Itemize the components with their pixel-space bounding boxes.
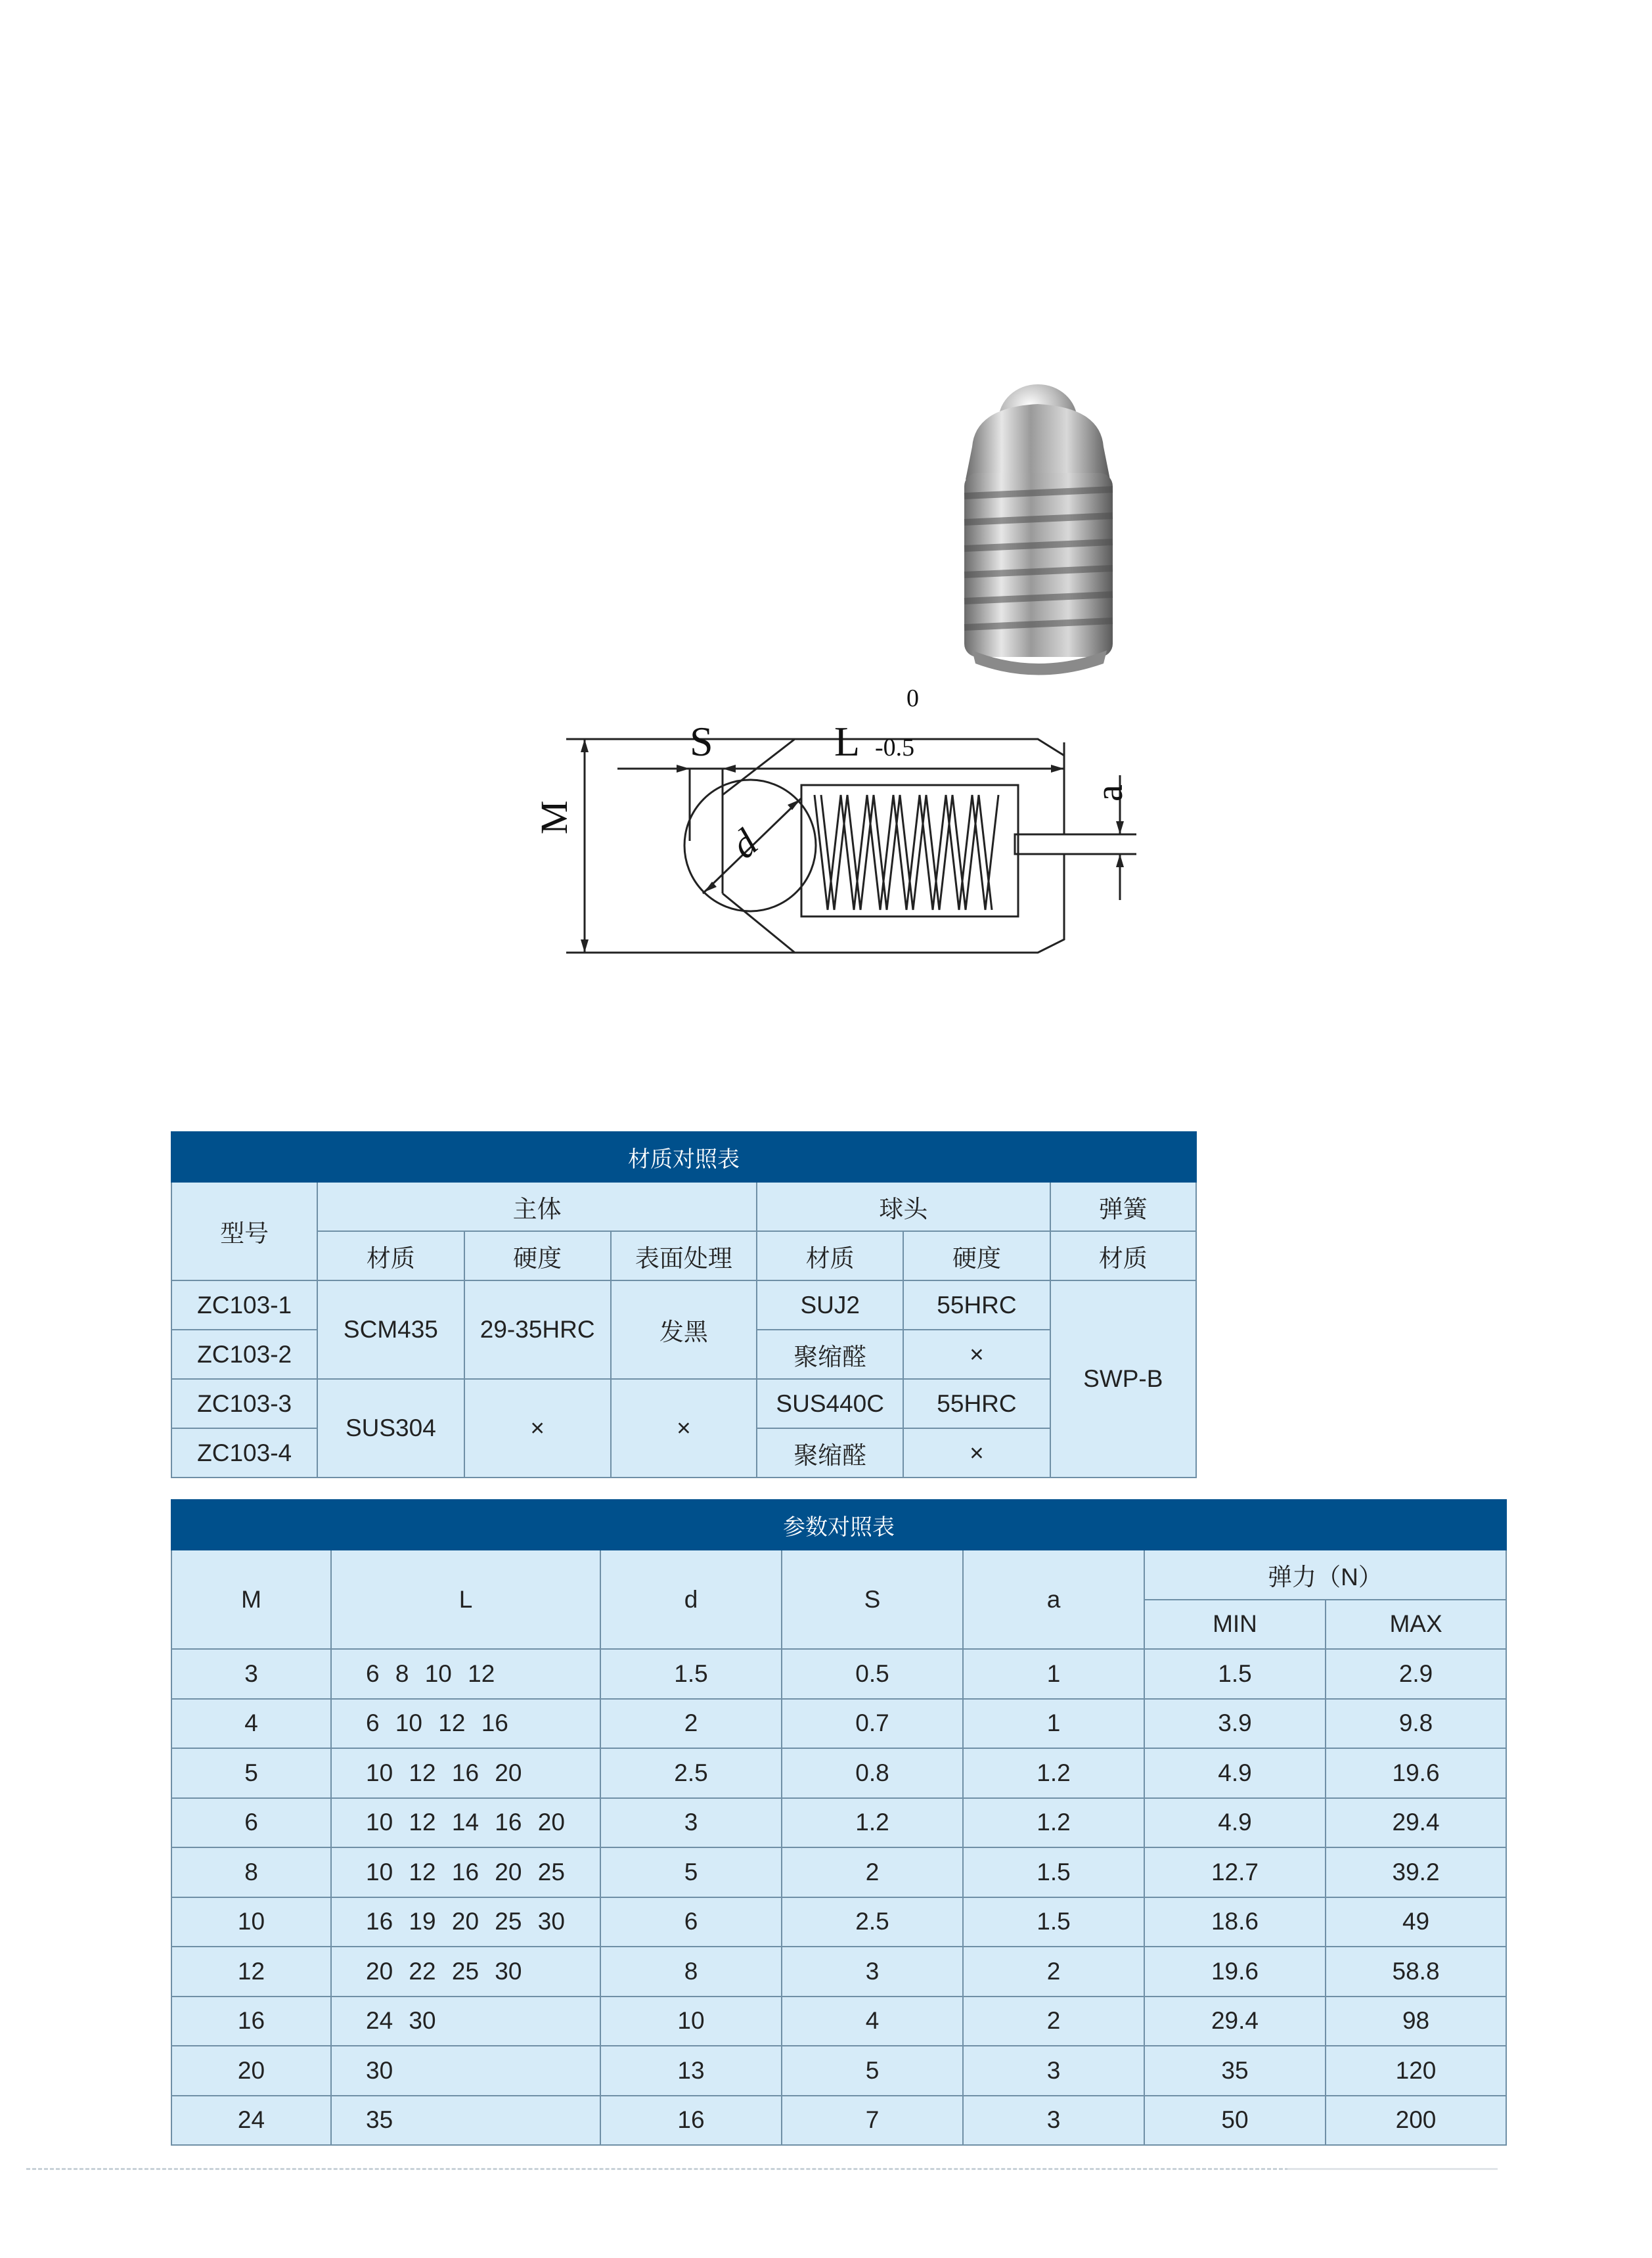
param-m-cell: 10 <box>171 1897 331 1947</box>
param-max-cell: 58.8 <box>1326 1947 1506 1997</box>
param-m-cell: 5 <box>171 1748 331 1798</box>
header-body: 主体 <box>317 1182 757 1231</box>
param-s-cell: 0.8 <box>782 1748 963 1798</box>
header-a: a <box>963 1550 1144 1649</box>
header-ball: 球头 <box>757 1182 1050 1231</box>
param-l-cell: 30 <box>331 2046 600 2096</box>
param-s-cell: 0.7 <box>782 1699 963 1749</box>
param-min-cell: 4.9 <box>1144 1798 1326 1848</box>
ball-hardness-cell: 55HRC <box>903 1379 1050 1428</box>
header-body-surface: 表面处理 <box>611 1231 757 1280</box>
param-m-cell: 16 <box>171 1997 331 2046</box>
dim-label-S: S <box>690 718 713 765</box>
param-max-cell: 200 <box>1326 2096 1506 2146</box>
table-row <box>171 1947 1506 1997</box>
dim-label-a: a <box>1088 784 1130 802</box>
dim-label-M: M <box>533 800 575 834</box>
param-max-cell: 49 <box>1326 1897 1506 1947</box>
param-d-cell: 16 <box>600 2096 782 2146</box>
table-row <box>171 1798 1506 1848</box>
param-min-cell: 50 <box>1144 2096 1326 2146</box>
param-l-cell: 20 22 25 30 <box>331 1947 600 1997</box>
param-m-cell: 12 <box>171 1947 331 1997</box>
param-max-cell: 2.9 <box>1326 1649 1506 1699</box>
param-max-cell: 120 <box>1326 2046 1506 2096</box>
param-s-cell: 4 <box>782 1997 963 2046</box>
param-min-cell: 1.5 <box>1144 1649 1326 1699</box>
param-max-cell: 19.6 <box>1326 1748 1506 1798</box>
param-min-cell: 29.4 <box>1144 1997 1326 2046</box>
model-cell: ZC103-4 <box>171 1428 317 1478</box>
param-d-cell: 8 <box>600 1947 782 1997</box>
tolerance-upper: 0 <box>906 685 919 712</box>
table-row <box>171 1649 1506 1699</box>
table-row <box>171 1379 1196 1428</box>
param-a-cell: 3 <box>963 2096 1144 2146</box>
dim-label-d: d <box>723 821 766 867</box>
param-a-cell: 1 <box>963 1649 1144 1699</box>
body-hardness-cell: × <box>464 1379 611 1478</box>
header-S: S <box>782 1550 963 1649</box>
param-max-cell: 98 <box>1326 1997 1506 2046</box>
model-cell: ZC103-2 <box>171 1330 317 1379</box>
param-a-cell: 1.2 <box>963 1748 1144 1798</box>
param-s-cell: 2 <box>782 1847 963 1897</box>
tolerance-lower: -0.5 <box>875 734 915 761</box>
table-row <box>171 1997 1506 2046</box>
param-l-cell: 10 12 14 16 20 <box>331 1798 600 1848</box>
param-s-cell: 5 <box>782 2046 963 2096</box>
param-l-cell: 10 12 16 20 <box>331 1748 600 1798</box>
header-max: MAX <box>1326 1600 1506 1650</box>
table-row <box>171 2096 1506 2146</box>
param-d-cell: 5 <box>600 1847 782 1897</box>
param-max-cell: 39.2 <box>1326 1847 1506 1897</box>
material-table-title: 材质对照表 <box>171 1132 1196 1182</box>
param-l-cell: 10 12 16 20 25 <box>331 1847 600 1897</box>
table-row <box>171 1847 1506 1897</box>
body-surface-cell: × <box>611 1379 757 1478</box>
param-a-cell: 1.5 <box>963 1847 1144 1897</box>
param-d-cell: 13 <box>600 2046 782 2096</box>
ball-hardness-cell: × <box>903 1428 1050 1478</box>
header-d: d <box>600 1550 782 1649</box>
param-a-cell: 1.2 <box>963 1798 1144 1848</box>
body-hardness-cell: 29-35HRC <box>464 1280 611 1379</box>
param-a-cell: 1.5 <box>963 1897 1144 1947</box>
param-s-cell: 0.5 <box>782 1649 963 1699</box>
param-d-cell: 3 <box>600 1798 782 1848</box>
footer-divider-end <box>1287 2168 1498 2170</box>
header-spring-material: 材质 <box>1050 1231 1196 1280</box>
param-l-cell: 6 8 10 12 <box>331 1649 600 1699</box>
dim-label-L: L <box>834 718 860 765</box>
param-d-cell: 1.5 <box>600 1649 782 1699</box>
header-model: 型号 <box>171 1182 317 1280</box>
param-m-cell: 3 <box>171 1649 331 1699</box>
param-max-cell: 9.8 <box>1326 1699 1506 1749</box>
ball-material-cell: SUS440C <box>757 1379 903 1428</box>
ball-material-cell: SUJ2 <box>757 1280 903 1330</box>
param-a-cell: 1 <box>963 1699 1144 1749</box>
param-l-cell: 6 10 12 16 <box>331 1699 600 1749</box>
param-min-cell: 12.7 <box>1144 1847 1326 1897</box>
param-m-cell: 20 <box>171 2046 331 2096</box>
param-max-cell: 29.4 <box>1326 1798 1506 1848</box>
param-min-cell: 18.6 <box>1144 1897 1326 1947</box>
table-row <box>171 1748 1506 1798</box>
header-body-hardness: 硬度 <box>464 1231 611 1280</box>
table-row <box>171 1897 1506 1947</box>
parameter-table <box>171 1499 1507 2146</box>
model-cell: ZC103-1 <box>171 1280 317 1330</box>
param-m-cell: 24 <box>171 2096 331 2146</box>
spring-material-cell: SWP-B <box>1050 1280 1196 1478</box>
header-force: 弹力（N） <box>1144 1550 1506 1600</box>
parameter-table-title: 参数对照表 <box>171 1500 1506 1550</box>
param-d-cell: 2 <box>600 1699 782 1749</box>
header-ball-hardness: 硬度 <box>903 1231 1050 1280</box>
param-min-cell: 3.9 <box>1144 1699 1326 1749</box>
param-l-cell: 24 30 <box>331 1997 600 2046</box>
param-s-cell: 3 <box>782 1947 963 1997</box>
header-spring: 弹簧 <box>1050 1182 1196 1231</box>
material-table <box>171 1131 1197 1478</box>
ball-plunger-photo <box>946 374 1136 683</box>
body-material-cell: SCM435 <box>317 1280 464 1379</box>
param-m-cell: 4 <box>171 1699 331 1749</box>
param-s-cell: 1.2 <box>782 1798 963 1848</box>
param-d-cell: 6 <box>600 1897 782 1947</box>
ball-material-cell: 聚缩醛 <box>757 1428 903 1478</box>
header-ball-material: 材质 <box>757 1231 903 1280</box>
table-row <box>171 1280 1196 1330</box>
param-s-cell: 2.5 <box>782 1897 963 1947</box>
header-L: L <box>331 1550 600 1649</box>
param-d-cell: 10 <box>600 1997 782 2046</box>
param-a-cell: 2 <box>963 1997 1144 2046</box>
param-s-cell: 7 <box>782 2096 963 2146</box>
header-M: M <box>171 1550 331 1649</box>
ball-hardness-cell: 55HRC <box>903 1280 1050 1330</box>
param-m-cell: 6 <box>171 1798 331 1848</box>
param-min-cell: 35 <box>1144 2046 1326 2096</box>
technical-drawing <box>525 677 1156 1084</box>
param-a-cell: 2 <box>963 1947 1144 1997</box>
header-body-material: 材质 <box>317 1231 464 1280</box>
footer-divider <box>26 2168 1301 2170</box>
table-row <box>171 1699 1506 1749</box>
param-a-cell: 3 <box>963 2046 1144 2096</box>
header-min: MIN <box>1144 1600 1326 1650</box>
ball-material-cell: 聚缩醛 <box>757 1330 903 1379</box>
param-l-cell: 16 19 20 25 30 <box>331 1897 600 1947</box>
param-d-cell: 2.5 <box>600 1748 782 1798</box>
model-cell: ZC103-3 <box>171 1379 317 1428</box>
param-min-cell: 4.9 <box>1144 1748 1326 1798</box>
body-surface-cell: 发黑 <box>611 1280 757 1379</box>
param-min-cell: 19.6 <box>1144 1947 1326 1997</box>
param-l-cell: 35 <box>331 2096 600 2146</box>
param-m-cell: 8 <box>171 1847 331 1897</box>
table-row <box>171 2046 1506 2096</box>
ball-hardness-cell: × <box>903 1330 1050 1379</box>
body-material-cell: SUS304 <box>317 1379 464 1478</box>
